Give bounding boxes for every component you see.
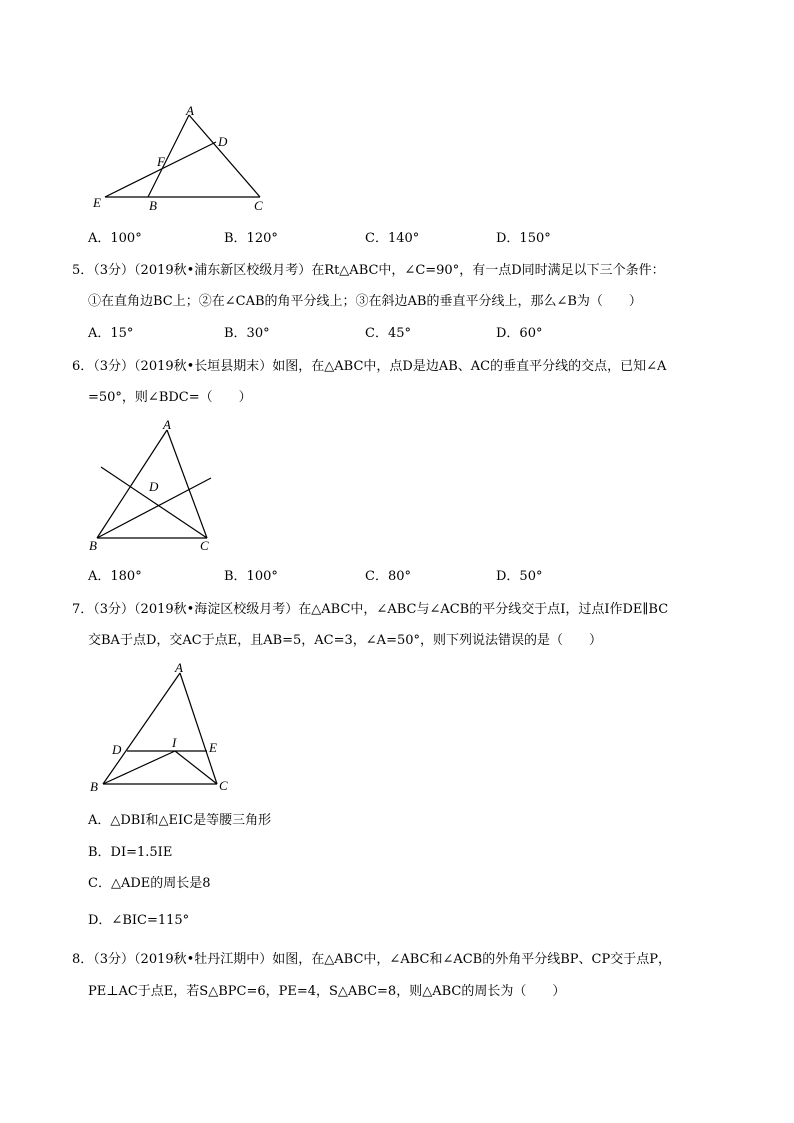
q5-stem-line2: ①在直角边BC上；②在∠CAB的角平分线上；③在斜边AB的垂直平分线上，那么∠B为（ ） (88, 294, 642, 309)
q7-option-c: C．△ADE的周长是8 (88, 876, 211, 891)
q6-option-d: D．50° (496, 569, 543, 584)
q4-line-ab (148, 115, 189, 197)
q6-option-c: C．80° (365, 569, 411, 584)
q7-stem-line1: 7．（3分）（2019秋•海淀区校级月考）在△ABC中，∠ABC与∠ACB的平分线交于点I，过点I作DE∥BC (72, 602, 669, 617)
q4-label-e: E (93, 195, 101, 210)
q7-line-ci (175, 751, 217, 784)
q8-stem-line2: PE⊥AC于点E，若S△BPC=6，PE=4，S△ABC=8，则△ABC的周长为（ ） (88, 984, 566, 999)
q6-label-d: D (149, 479, 159, 494)
q7-option-d: D．∠BIC=115° (88, 913, 190, 928)
q7-figure (85, 660, 245, 800)
q7-label-e: E (209, 740, 217, 755)
q6-label-a: A (163, 417, 171, 432)
q4-line-ed (105, 142, 216, 197)
q4-label-d: D (218, 134, 228, 149)
q7-line-ac (180, 673, 217, 784)
q4-label-a: A (186, 103, 194, 118)
q7-option-b: B．DI=1.5IE (88, 845, 173, 860)
q6-option-a: A．180° (88, 569, 142, 584)
q4-option-c: C．140° (365, 231, 420, 246)
q6-figure (85, 414, 225, 556)
q7-label-b: B (90, 779, 98, 794)
q4-option-d: D．150° (496, 231, 551, 246)
q7-label-c: C (219, 778, 228, 793)
q7-label-a: A (175, 660, 183, 675)
q6-label-b: B (89, 538, 97, 553)
q4-label-b: B (149, 198, 157, 213)
q6-option-b: B．100° (224, 569, 278, 584)
q4-label-f: F (157, 154, 165, 169)
q7-line-ab (103, 673, 180, 784)
q5-option-b: B．30° (224, 326, 270, 341)
q8-stem-line1: 8．（3分）（2019秋•牡丹江期中）如图，在△ABC中，∠ABC和∠ACB的外角平分线BP、CP交于点P， (72, 952, 671, 967)
q6-label-c: C (200, 538, 209, 553)
q7-option-a: A．△DBI和△EIC是等腰三角形 (88, 813, 272, 828)
q5-option-c: C．45° (365, 326, 411, 341)
q5-stem-line1: 5．（3分）（2019秋•浦东新区校级月考）在Rt△ABC中，∠C=90°，有一点D同时满足以下三个条件： (72, 263, 665, 278)
q5-option-d: D．60° (496, 326, 543, 341)
q7-label-i: I (172, 735, 177, 750)
q6-stem-line2: =50°，则∠BDC=（ ） (88, 390, 252, 405)
q6-line-ac (167, 430, 207, 538)
q4-option-b: B．120° (224, 231, 278, 246)
q6-stem-line1: 6．（3分）（2019秋•长垣县期末）如图，在△ABC中，点D是边AB、AC的垂直平分线的交点，已知∠A (72, 359, 667, 374)
q4-label-c: C (254, 198, 263, 213)
q4-figure (85, 100, 275, 215)
q7-stem-line2: 交BA于点D，交AC于点E，且AB=5，AC=3，∠A=50°，则下列说法错误的是（ ） (88, 633, 603, 648)
q4-option-a: A．100° (88, 231, 142, 246)
q7-label-d: D (112, 742, 122, 757)
q5-option-a: A．15° (88, 326, 134, 341)
q4-line-ac (189, 115, 260, 197)
